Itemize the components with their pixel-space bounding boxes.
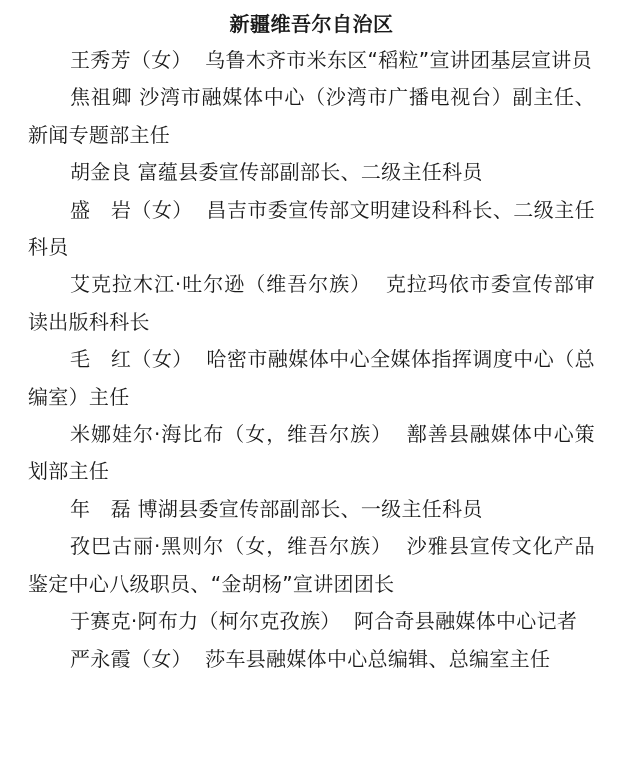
person-name: 王秀芳（女） [70,48,192,72]
list-item [28,266,595,341]
person-description: 鄯善县融媒体中心策划部主任 [28,422,595,484]
person-description: 哈密市融媒体中心全媒体指挥调度中心（总编室）主任 [28,347,595,409]
list-item [28,154,595,191]
list-item [28,491,595,528]
person-description: 乌鲁木齐市米东区“稻粒”宣讲团基层宣讲员 [205,48,592,72]
list-item [28,42,595,79]
list-item [28,603,595,640]
person-description: 克拉玛依市委宣传部审读出版科科长 [28,272,595,334]
person-name: 毛 红（女） [70,347,193,372]
list-item [28,641,595,678]
list-item [28,528,595,603]
list-item [28,79,595,154]
person-name: 米娜娃尔·海比布（女，维吾尔族） [70,422,393,447]
person-name: 孜巴古丽·黑则尔（女，维吾尔族） [70,534,393,559]
person-name: 胡金良 [70,160,131,185]
person-name: 艾克拉木江·吐尔逊（维吾尔族） [70,272,372,297]
person-name: 于赛克·阿布力（柯尔克孜族） [70,609,341,634]
person-description: 沙湾市融媒体中心（沙湾市广播电视台）副主任、新闻专题部主任 [28,85,595,147]
entry-list [28,42,595,678]
list-item [28,341,595,416]
person-description: 昌吉市委宣传部文明建设科科长、二级主任科员 [28,197,595,260]
person-name: 盛 岩（女） [70,197,193,222]
person-name: 年 磊 [70,496,131,521]
person-description: 博湖县委宣传部副部长、一级主任科员 [137,496,483,521]
section-title: 新疆维吾尔自治区 [229,12,394,36]
person-name: 焦祖卿 [70,85,133,110]
list-item [28,416,595,491]
person-description: 富蕴县委宣传部副部长、二级主任科员 [137,160,483,185]
person-description: 沙雅县宣传文化产品鉴定中心八级职员、“金胡杨”宣讲团团长 [28,534,595,596]
person-description: 阿合奇县融媒体中心记者 [353,609,578,634]
person-description: 莎车县融媒体中心总编辑、总编室主任 [205,646,551,671]
list-item [28,192,595,267]
person-name: 严永霞（女） [70,646,192,671]
